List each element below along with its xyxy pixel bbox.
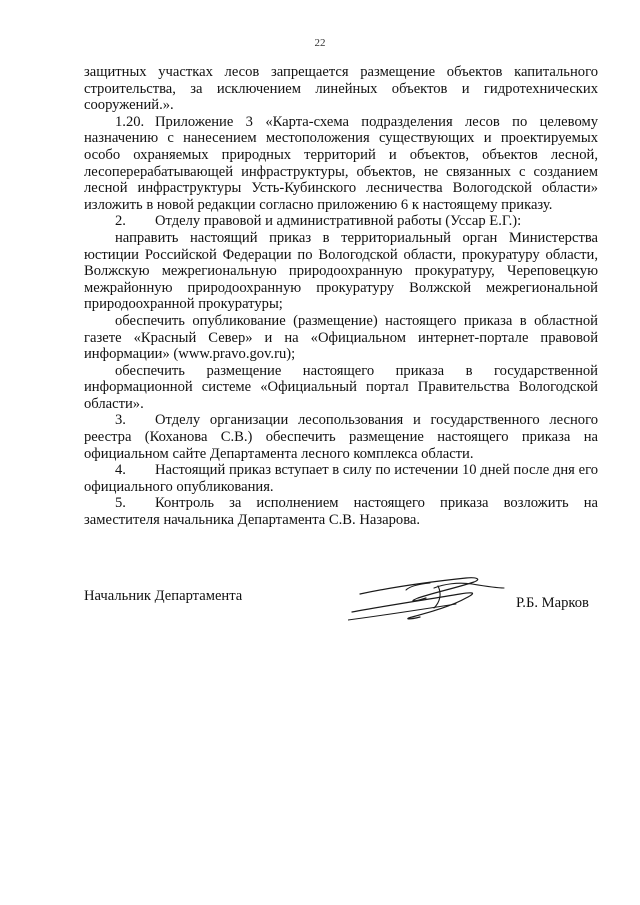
paragraph-2-portal: обеспечить размещение настоящего приказа в государственной информационной системе «Официальный портал Правительства Вологодской области». bbox=[84, 362, 598, 412]
item-text: Настоящий приказ вступает в силу по истечении 10 дней после дня его официального опубликования. bbox=[84, 462, 598, 495]
item-text: Отделу правовой и административной работы (Уссар Е.Г.): bbox=[155, 213, 522, 230]
item-number: 3. bbox=[115, 412, 126, 429]
item-text: Контроль за исполнением настоящего приказа возложить на заместителя начальника Департамента С.В. Назарова. bbox=[84, 495, 598, 529]
paragraph-3 bbox=[84, 412, 598, 462]
item-text: Приложение 3 «Карта-схема подразделения лесов по целевому назначению с нанесением местоположения существующих и проектируемых особо охраняемых природных территорий и объектов, объектов лесной, лесоперерабатывающей инфраструктуры, объектов, не связанных с созданием лесной инфраструктуры Усть-Кубинского лесничества Вологодской области» изложить в новой редакции согласно приложению 6 к настоящему приказу. bbox=[84, 113, 598, 213]
item-number: 1.20. bbox=[115, 113, 145, 130]
signatory-name: Р.Б. Марков bbox=[516, 595, 589, 611]
signatory-title: Начальник Департамента bbox=[84, 588, 243, 604]
paragraph-continuation: защитных участках лесов запрещается размещение объектов капитального строительства, за исключением линейных объектов и гидротехнических сооружений.». bbox=[84, 64, 598, 114]
paragraph-2-send: направить настоящий приказ в территориальный орган Министерства юстиции Российской Федерации по Вологодской области, прокуратуру области, Волжскую межрегиональную природоохранную прокуратуру, Череповецкую межрайонную природоохранную прокуратуру Волжской межрегиональной природоохранной прокуратуры; bbox=[84, 229, 598, 313]
item-number: 5. bbox=[115, 495, 126, 512]
item-number: 4. bbox=[115, 462, 126, 479]
paragraph-1-20 bbox=[84, 114, 598, 214]
paragraph-5 bbox=[84, 495, 598, 528]
paragraph-2 bbox=[84, 213, 598, 230]
document-body bbox=[84, 64, 598, 529]
item-number: 2. bbox=[115, 213, 126, 230]
page-number: 22 bbox=[314, 37, 326, 49]
item-text: Отделу организации лесопользования и государственного лесного реестра (Коханова С.В.) обеспечить размещение настоящего приказа на официальном сайте Департамента лесного комплекса области. bbox=[84, 412, 598, 462]
paragraph-4 bbox=[84, 462, 598, 495]
handwritten-signature bbox=[348, 568, 508, 626]
paragraph-2-publish: обеспечить опубликование (размещение) настоящего приказа в областной газете «Красный Север» и на «Официальном интернет-портале правовой информации» (www.pravo.gov.ru); bbox=[84, 312, 598, 363]
